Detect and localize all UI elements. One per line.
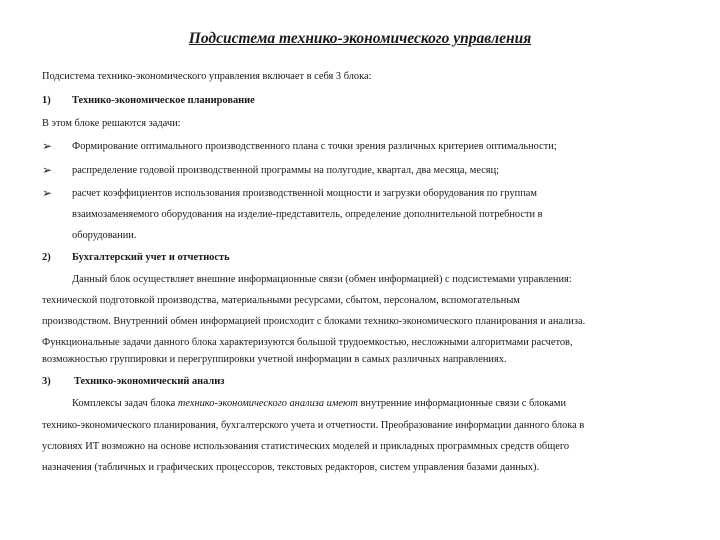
paragraph-line: возможностью группировки и перегруппировки учетной информации в самых различных направлениях. (42, 354, 507, 365)
paragraph-line: технико-экономического планирования, бухгалтерского учета и отчетности. Преобразование информации данного блока в (42, 420, 585, 431)
paragraph-line: Функциональные задачи данного блока характеризуются большой трудоемкостью, несложными алгоритмами расчетов, (42, 337, 573, 348)
block2-number: 2) (42, 252, 51, 263)
page-title: Подсистема технико-экономического управления (188, 30, 532, 47)
bullet-item-continuation: оборудовании. (72, 230, 137, 241)
block3-heading: Технико-экономический анализ (74, 376, 225, 387)
paragraph-line: производством. Внутренний обмен информацией происходит с блоками технико-экономического планирования и анализа. (42, 316, 586, 327)
bullet-arrow-icon: ➢ (42, 186, 53, 200)
paragraph-line: назначения (табличных и графических процессоров, текстовых редакторов, систем управления базами данных). (42, 462, 540, 473)
bullet-item: распределение годовой производственной программы на полугодие, квартал, два месяца, месяц; (72, 165, 500, 176)
bullet-item-continuation: взаимозаменяемого оборудования на изделие-представитель, определение дополнительной потребности в (72, 209, 543, 220)
bullet-item: расчет коэффициентов использования производственной мощности и загрузки оборудования по группам (72, 188, 537, 199)
block1-lead: В этом блоке решаются задачи: (42, 118, 181, 129)
block2-heading: Бухгалтерский учет и отчетность (72, 252, 230, 263)
paragraph-line: технической подготовкой производства, материальными ресурсами, сбытом, персоналом, вспомогательным (42, 295, 520, 306)
block3-number: 3) (42, 376, 51, 387)
paragraph-line: условиях ИТ возможно на основе использования статистических моделей и прикладных программных средств общего (42, 441, 570, 452)
intro-text: Подсистема технико-экономического управления включает в себя 3 блока: (42, 71, 372, 82)
paragraph-line: Комплексы задач блока технико-экономического анализа имеют внутренние информационные связи с блоками (72, 398, 567, 409)
bullet-arrow-icon: ➢ (42, 139, 53, 153)
bullet-arrow-icon: ➢ (42, 163, 53, 177)
block1-heading: Технико-экономическое планирование (72, 95, 255, 106)
block1-number: 1) (42, 95, 51, 106)
paragraph-line: Данный блок осуществляет внешние информационные связи (обмен информацией) с подсистемами управления: (72, 274, 572, 285)
bullet-item: Формирование оптимального производственного плана с точки зрения различных критериев оптимальности; (72, 141, 557, 152)
